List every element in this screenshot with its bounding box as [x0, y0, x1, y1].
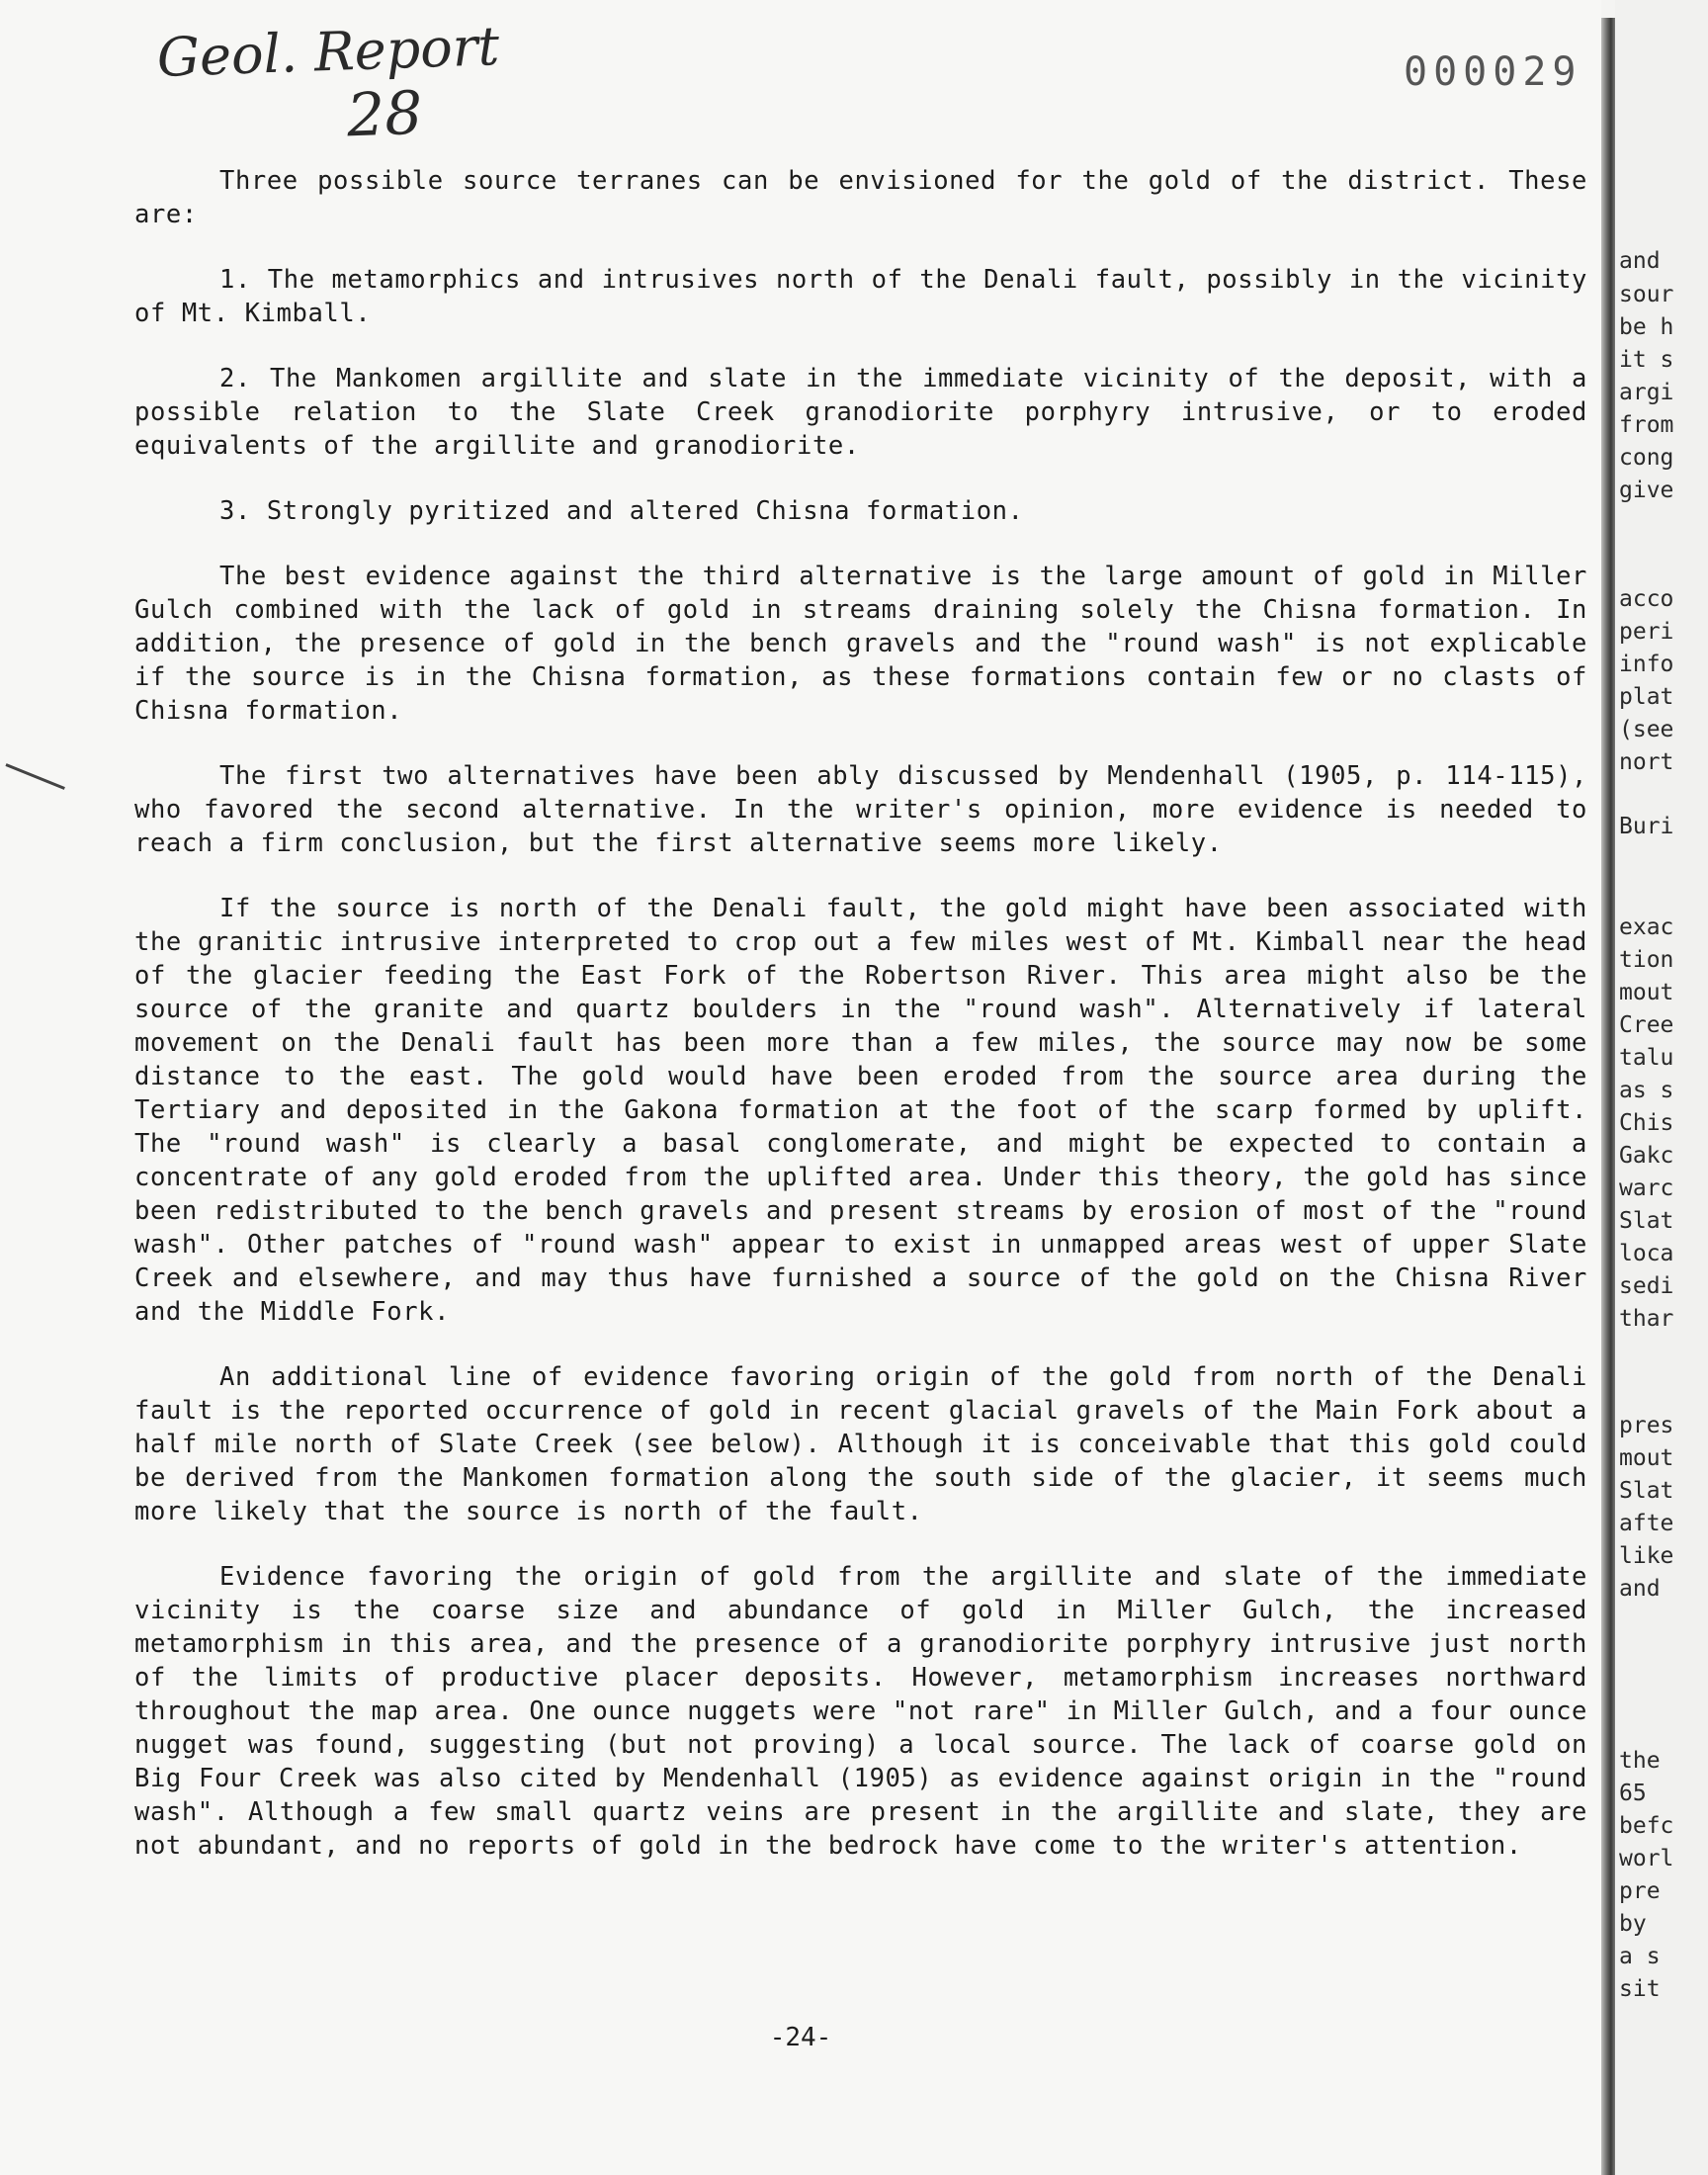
adjacent-page-fragment: (see	[1619, 717, 1674, 742]
adjacent-page-fragment: warc	[1619, 1175, 1674, 1201]
adjacent-page-fragment: Chis	[1619, 1110, 1674, 1136]
adjacent-page-fragment: from	[1619, 412, 1674, 438]
adjacent-page-fragment: afte	[1619, 1511, 1674, 1536]
adjacent-page-fragment: peri	[1619, 619, 1674, 645]
adjacent-page-fragment: like	[1619, 1543, 1674, 1569]
adjacent-page-fragment: it s	[1619, 347, 1674, 373]
paragraph-1: The best evidence against the third alternative is the large amount of gold in Miller Gulch combined with the lack of gold in streams draining solely the Chisna formation. In addition, the presence of gold in the bench gravels and the "round wash" is not explicable if the source is in the Chisna formation, as these formations contain few or no clasts of Chisna formation.	[134, 562, 1587, 726]
adjacent-page-fragment: exac	[1619, 914, 1674, 940]
handwritten-title: Geol. Report	[155, 14, 501, 90]
adjacent-page-fragment: pres	[1619, 1413, 1674, 1438]
adjacent-page-fragment: tion	[1619, 947, 1674, 973]
adjacent-page-fragment: acco	[1619, 586, 1674, 612]
adjacent-page-fragment: argi	[1619, 380, 1674, 405]
adjacent-page-fragment: mout	[1619, 980, 1674, 1005]
adjacent-page-fragment: by	[1619, 1911, 1647, 1937]
paragraph-4: An additional line of evidence favoring origin of the gold from north of the Denali fault is the reported occurrence of gold in recent glacial gravels of the Main Fork about a half mile north of Slate Creek (see below). Although it is conceivable that this gold could be derived from the Mankomen formation along the south side of the glacier, it seems much more likely that the source is north of the fault.	[134, 1362, 1587, 1526]
adjacent-page-fragment: cong	[1619, 445, 1674, 471]
paragraph-3: If the source is north of the Denali fault, the gold might have been associated with the granitic intrusive interpreted to crop out a few miles west of Mt. Kimball near the head of the glacier feeding the East Fork of the Robertson River. This area might also be the source of the granite and quartz boulders in the "round wash". Alternatively if lateral movement on the Denali fault has been more than a few miles, the source may now be some distance to the east. The gold would have been eroded from the source area during the Tertiary and deposited in the Gakona formation at the foot of the scarp formed by uplift. The "round wash" is clearly a basal conglomerate, and might be expected to contain a concentrate of any gold eroded from the uplifted area. Under this theory, the gold has since been redistributed to the bench gravels and present streams by erosion of most of the "round wash". Other patches of "round wash" appear to exist in unmapped areas west of upper Slate Creek and elsewhere, and may thus have furnished a source of the gold on the Chisna River and the Middle Fork.	[134, 894, 1587, 1327]
adjacent-page-fragment: as s	[1619, 1078, 1674, 1103]
adjacent-page-fragment: Cree	[1619, 1012, 1674, 1038]
adjacent-page-fragment: be h	[1619, 314, 1674, 340]
page-number: -24-	[769, 2023, 832, 2052]
adjacent-page-fragment: Slat	[1619, 1478, 1674, 1504]
list-item-1: 1. The metamorphics and intrusives north of the Denali fault, possibly in the vicinity of Mt. Kimball.	[134, 265, 1587, 328]
document-number: 000029	[1404, 49, 1582, 95]
adjacent-page-fragment: the	[1619, 1748, 1661, 1774]
handwritten-number: 28	[345, 78, 424, 151]
adjacent-page-fragment: mout	[1619, 1445, 1674, 1471]
adjacent-page-fragment: info	[1619, 652, 1674, 677]
paragraph-2: The first two alternatives have been ably discussed by Mendenhall (1905, p. 114-115), who favored the second alternative. In the writer's opinion, more evidence is needed to reach a firm conclusion, but the first alternative seems more likely.	[134, 761, 1587, 858]
adjacent-page-fragment: Gakc	[1619, 1143, 1674, 1169]
adjacent-page-fragment: 65	[1619, 1781, 1647, 1806]
adjacent-page-fragment: sedi	[1619, 1273, 1674, 1299]
adjacent-page-fragment: thar	[1619, 1306, 1674, 1332]
adjacent-page-fragment: sour	[1619, 282, 1674, 307]
intro-paragraph: Three possible source terranes can be envisioned for the gold of the district. These are:	[134, 166, 1587, 229]
adjacent-page-fragment: loca	[1619, 1241, 1674, 1266]
adjacent-page-fragment: a s	[1619, 1944, 1661, 1969]
adjacent-page-fragment: Buri	[1619, 814, 1674, 839]
margin-pen-mark	[5, 763, 64, 790]
adjacent-page-fragment: Slat	[1619, 1208, 1674, 1234]
adjacent-page-fragment: befc	[1619, 1813, 1674, 1839]
paragraph-5: Evidence favoring the origin of gold from the argillite and slate of the immediate vicinity is the coarse size and abundance of gold in Miller Gulch, the increased metamorphism in this area, and the presence of a granodiorite porphyry intrusive just north of the limits of productive placer deposits. However, metamorphism increases northward throughout the map area. One ounce nuggets were "not rare" in Miller Gulch, and a four ounce nugget was found, suggesting (but not proving) a local source. The lack of coarse gold on Big Four Creek was also cited by Mendenhall (1905) as evidence against origin in the "round wash". Although a few small quartz veins are present in the argillite and slate, they are not abundant, and no reports of gold in the bedrock have come to the writer's attention.	[134, 1562, 1587, 1861]
adjacent-page-strip	[1615, 0, 1708, 2175]
adjacent-page-fragment: sit	[1619, 1976, 1661, 2002]
page-fold-shadow	[1601, 18, 1615, 2175]
adjacent-page-fragment: pre	[1619, 1878, 1661, 1904]
body-text	[134, 164, 1587, 1894]
adjacent-page-fragment: plat	[1619, 684, 1674, 710]
adjacent-page-fragment: give	[1619, 478, 1674, 503]
list-item-2: 2. The Mankomen argillite and slate in the immediate vicinity of the deposit, with a possible relation to the Slate Creek granodiorite porphyry intrusive, or to eroded equivalents of the argillite and granodiorite.	[134, 364, 1587, 461]
adjacent-page-fragment: and	[1619, 1576, 1661, 1602]
adjacent-page-fragment: nort	[1619, 749, 1674, 775]
adjacent-page-fragment: and	[1619, 248, 1661, 274]
adjacent-page-fragment: talu	[1619, 1045, 1674, 1071]
handwritten-annotation	[156, 16, 503, 157]
adjacent-page-fragment: worl	[1619, 1846, 1674, 1871]
list-item-3: 3. Strongly pyritized and altered Chisna formation.	[219, 496, 1024, 526]
